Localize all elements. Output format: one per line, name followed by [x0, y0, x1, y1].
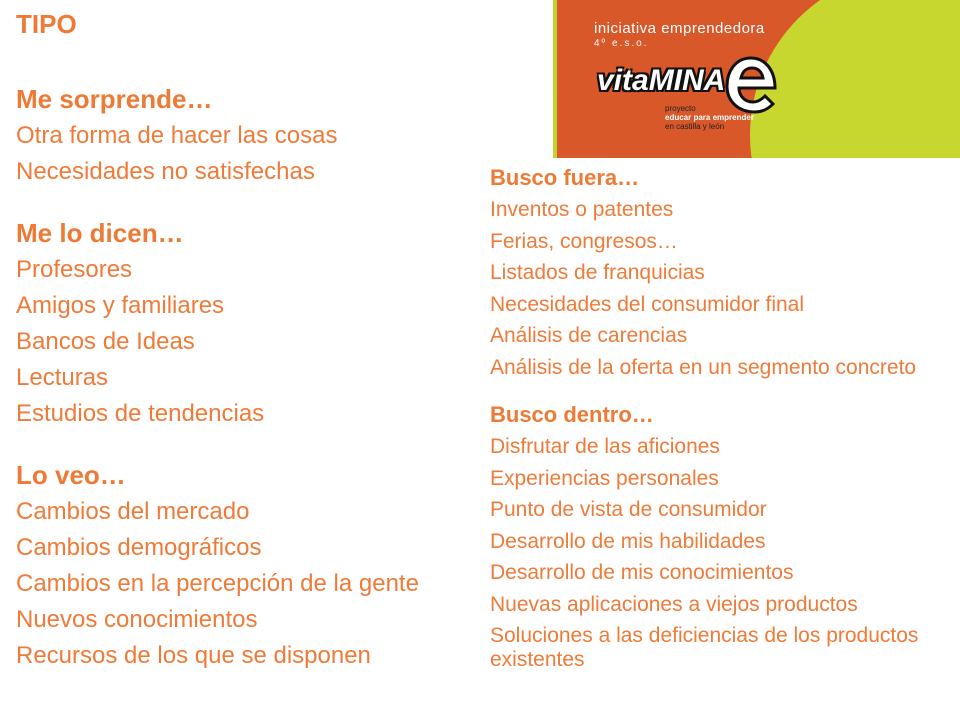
list-item: Nuevas aplicaciones a viejos productos	[490, 592, 858, 616]
list-item: Disfrutar de las aficiones	[490, 435, 720, 458]
section-heading: Me lo dicen…	[16, 218, 184, 248]
logo-line-3: en castilla y león	[665, 122, 725, 131]
left-column	[16, 8, 536, 702]
vitamina-logo	[597, 52, 777, 132]
banner-subtitle: 4º e.s.o.	[594, 38, 649, 49]
banner-green-wedge	[750, 0, 960, 160]
page-title: TIPO	[16, 9, 77, 39]
list-item: Experiencias personales	[490, 466, 719, 490]
list-item: Inventos o patentes	[490, 198, 674, 221]
list-item: Estudios de tendencias	[16, 400, 265, 427]
section-heading: Me sorprende…	[16, 84, 213, 114]
banner-title: iniciativa emprendedora	[594, 20, 765, 37]
list-item: Soluciones a las deficiencias de los productos existentes	[490, 624, 919, 671]
section-me-lo-dicen	[16, 218, 536, 432]
section-heading: Lo veo…	[16, 460, 126, 490]
list-item: Desarrollo de mis conocimientos	[490, 561, 794, 584]
section-heading: Busco dentro…	[490, 402, 654, 427]
list-item: Recursos de los que se disponen	[16, 642, 371, 669]
brand-banner	[557, 0, 960, 160]
list-item: Bancos de Ideas	[16, 328, 195, 355]
list-item: Otra forma de hacer las cosas	[16, 122, 338, 149]
right-column	[490, 164, 950, 690]
section-lo-veo	[16, 460, 536, 674]
section-busco-fuera	[490, 164, 950, 383]
list-item: Lecturas	[16, 364, 109, 391]
list-item: Amigos y familiares	[16, 292, 225, 319]
list-item: Profesores	[16, 256, 133, 283]
list-item: Cambios en la percepción de la gente	[16, 570, 419, 597]
list-item: Listados de franquicias	[490, 261, 705, 284]
right-panel	[469, 158, 960, 720]
list-item: Análisis de carencias	[490, 324, 688, 347]
list-item: Ferias, congresos…	[490, 229, 678, 253]
logo-line-1: proyecto	[665, 104, 696, 113]
list-item: Punto de vista de consumidor	[490, 498, 767, 521]
logo-wordmark: vitaMINA	[597, 64, 726, 97]
list-item: Análisis de la oferta en un segmento concreto	[490, 355, 917, 379]
list-item: Cambios demográficos	[16, 534, 262, 561]
section-me-sorprende	[16, 84, 536, 190]
list-item: Desarrollo de mis habilidades	[490, 529, 766, 553]
section-heading: Busco fuera…	[490, 165, 640, 190]
logo-line-2: educar para emprender	[665, 113, 754, 122]
list-item: Necesidades del consumidor final	[490, 292, 805, 316]
list-item: Cambios del mercado	[16, 498, 250, 525]
section-busco-dentro	[490, 401, 950, 672]
list-item: Nuevos conocimientos	[16, 606, 258, 633]
list-item: Necesidades no satisfechas	[16, 158, 315, 185]
